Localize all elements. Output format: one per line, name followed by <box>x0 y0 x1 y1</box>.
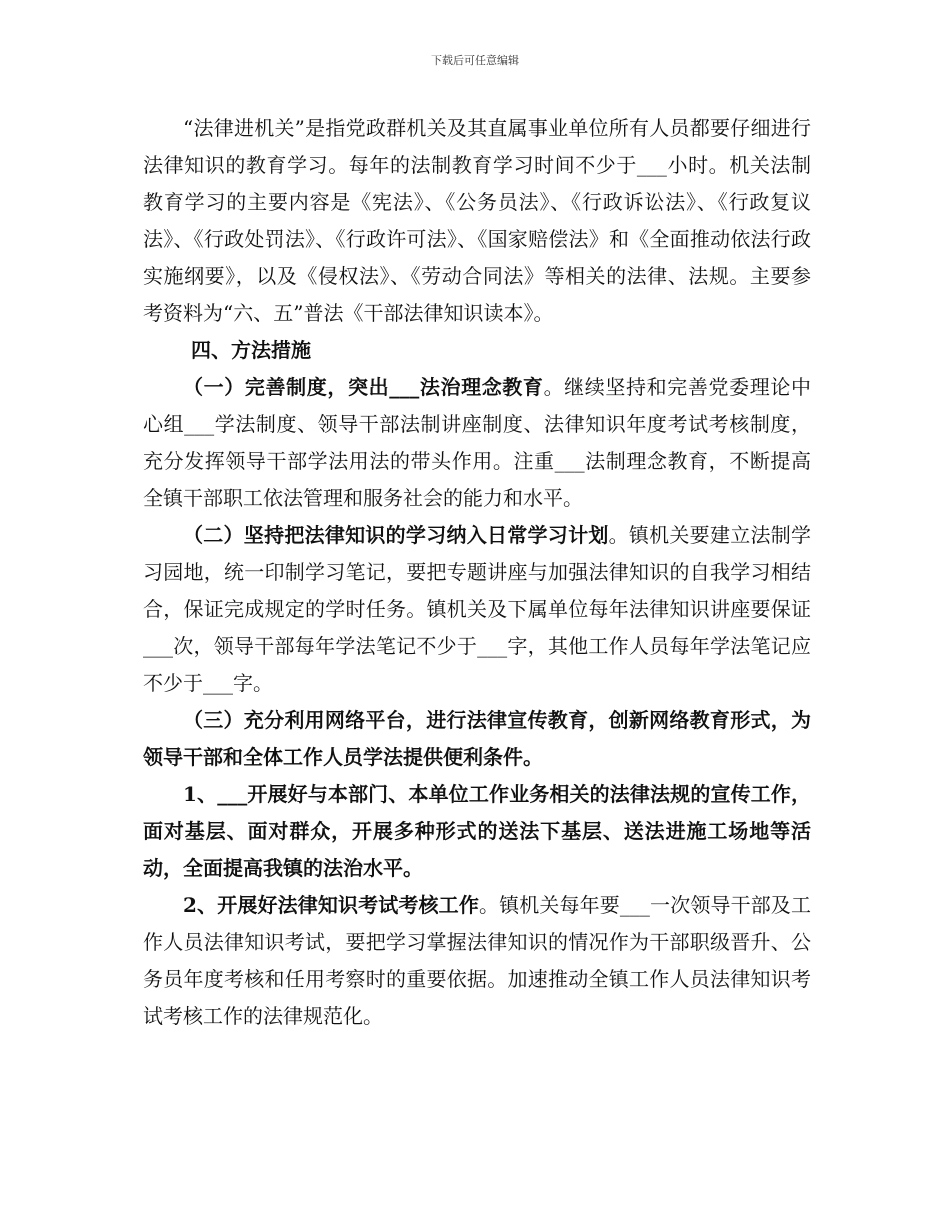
paragraph-item-2 <box>143 517 811 702</box>
paragraph-item-3: （三）充分利用网络平台，进行法律宣传教育，创新网络教育形式，为领导干部和全体工作人员学法提供便利条件。 <box>143 708 811 769</box>
item-1-text: 。继续坚持和完善党委理论中心组___学法制度、领导干部法制讲座制度、法律知识年度考试考核制度，充分发挥领导干部学法用法的带头作用。注重___法制理念教育，不断提高全镇干部职工依法管理和服务社会的能力和水平。 <box>143 375 812 510</box>
sub-2-heading: 2、开展好法律知识考试考核工作 <box>183 893 479 917</box>
section-heading-methods: 四、方法措施 <box>191 338 311 362</box>
document-body <box>143 110 811 1035</box>
paragraph-item-1 <box>143 369 811 517</box>
item-2-text: 。镇机关要建立法制学习园地，统一印制学习笔记，要把专题讲座与加强法律知识的自我学习相结合，保证完成规定的学时任务。镇机关及下属单位每年法律知识讲座要保证___次，领导干部每年学法笔记不少于___字，其他工作人员每年学法笔记应不少于___字。 <box>143 523 812 695</box>
item-2-heading: （二）坚持把法律知识的学习纳入日常学习计划 <box>183 523 609 547</box>
page-header-note: 下载后可任意编辑 <box>431 54 519 67</box>
paragraph-law-into-organs: “法律进机关”是指党政群机关及其直属事业单位所有人员都要仔细进行法律知识的教育学习。每年的法制教育学习时间不少于___小时。机关法制教育学习的主要内容是《宪法》、《公务员法》、《行政诉讼法》、《行政复议法》、《行政处罚法》、《行政许可法》、《国家赔偿法》和《全面推动依法行政实施纲要》，以及《侵权法》、《劳动合同法》等相关的法律、法规。主要参考资料为“六、五”普法《干部法律知识读本》。 <box>143 116 811 325</box>
paragraph-sub-1: 1、___开展好与本部门、本单位工作业务相关的法律法规的宣传工作，面对基层、面对群众，开展多种形式的送法下基层、送法进施工场地等活动，全面提高我镇的法治水平。 <box>143 782 811 880</box>
item-1-heading: （一）完善制度，突出___法治理念教育 <box>183 375 544 399</box>
sub-2-text: 。镇机关每年要___一次领导干部及工作人员法律知识考试，要把学习掌握法律知识的情况作为干部职级晋升、公务员年度考核和任用考察时的重要依据。加速推动全镇工作人员法律知识考试考核工作的法律规范化。 <box>143 893 812 1028</box>
paragraph-sub-2 <box>143 887 811 1035</box>
